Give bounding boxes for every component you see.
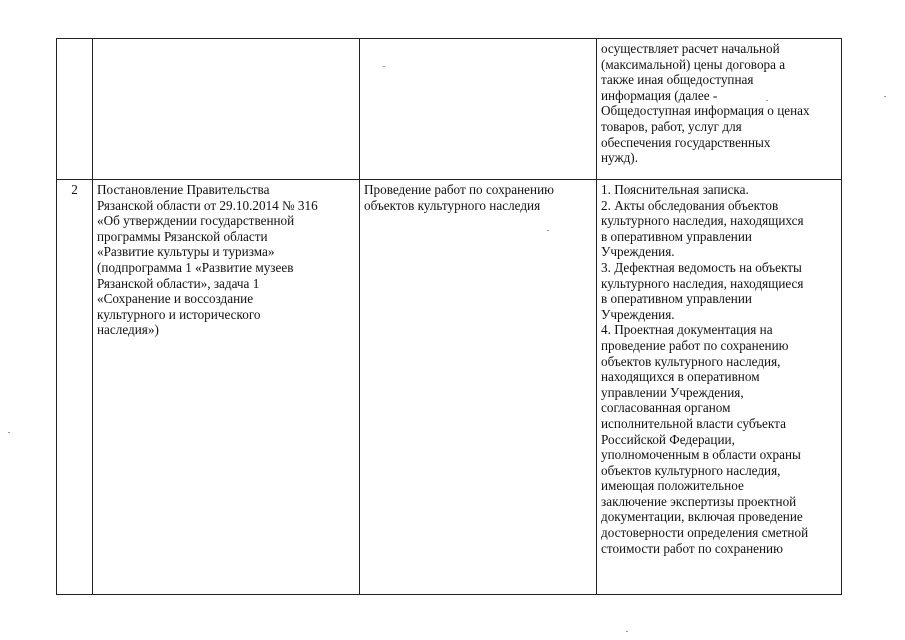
document-line: культурного и исторического — [97, 306, 261, 322]
documents-list-cell — [597, 39, 842, 180]
document-line: Рязанской области от 29.10.2014 № 316 — [97, 197, 318, 213]
document-table — [56, 38, 842, 595]
list-line: Учреждения. — [601, 306, 675, 322]
scan-speck — [8, 432, 10, 433]
documents-list-cell — [597, 180, 842, 595]
list-line: 3. Дефектная ведомость на объекты — [601, 259, 802, 275]
scan-speck — [383, 66, 385, 67]
list-line: находящихся в оперативном — [601, 369, 760, 385]
list-line: 4. Проектная документация на — [601, 322, 773, 338]
list-line: имеющая положительное — [601, 478, 744, 494]
work-line: Проведение работ по сохранению — [364, 182, 554, 197]
work-cell — [360, 39, 597, 180]
document-line: «Об утверждении государственной — [97, 213, 295, 229]
row-number: 2 — [71, 182, 78, 197]
scan-speck — [547, 230, 549, 231]
list-line: объектов культурного наследия, — [601, 353, 781, 369]
list-line: управлении Учреждения, — [601, 384, 744, 400]
work-cell — [360, 180, 597, 595]
document-line: «Развитие культуры и туризма» — [97, 244, 275, 260]
list-line: Учреждения. — [601, 244, 675, 260]
list-line: согласованная органом — [601, 400, 731, 416]
document-line: программы Рязанской области — [97, 228, 268, 244]
list-line: достоверности определения сметной — [601, 525, 809, 541]
list-line: Российской Федерации, — [601, 431, 735, 447]
list-line: (максимальной) цены договора а — [601, 56, 786, 72]
list-line: нужд). — [601, 150, 638, 166]
list-line: стоимости работ по сохранению — [601, 540, 783, 556]
list-line: осуществляет расчет начальной — [601, 41, 780, 56]
list-line: 1. Пояснительная записка. — [601, 182, 749, 197]
list-line: обеспечения государственных — [601, 134, 771, 150]
table-row — [57, 180, 842, 595]
list-line: заключение экспертизы проектной — [601, 493, 797, 509]
document-cell — [93, 180, 360, 595]
list-line: исполнительной власти субъекта — [601, 415, 786, 431]
scan-speck — [626, 631, 628, 632]
document-line: наследия») — [97, 322, 159, 338]
document-line: Постановление Правительства — [97, 182, 270, 197]
work-line: объектов культурного наследия — [364, 197, 541, 213]
list-line: товаров, работ, услуг для — [601, 118, 742, 134]
table-row — [57, 39, 842, 180]
document-cell — [93, 39, 360, 180]
document-line: (подпрограмма 1 «Развитие музеев — [97, 259, 294, 275]
list-line: культурного наследия, находящиеся — [601, 275, 804, 291]
list-line: 2. Акты обследования объектов — [601, 197, 779, 213]
list-line: документации, включая проведение — [601, 509, 803, 525]
document-line: Рязанской области», задача 1 — [97, 275, 260, 291]
list-line: объектов культурного наследия, — [601, 462, 781, 478]
list-line: также иная общедоступная — [601, 72, 754, 88]
list-line: информация (далее - — [601, 87, 718, 103]
document-line: «Сохранение и воссоздание — [97, 291, 254, 307]
list-line: в оперативном управлении — [601, 291, 752, 307]
row-number-cell — [57, 180, 93, 595]
row-number-cell — [57, 39, 93, 180]
list-line: Общедоступная информация о ценах — [601, 103, 810, 119]
scan-speck — [766, 100, 768, 101]
list-line: уполномоченным в области охраны — [601, 447, 801, 463]
list-line: проведение работ по сохранению — [601, 337, 789, 353]
list-line: в оперативном управлении — [601, 228, 752, 244]
list-line: культурного наследия, находящихся — [601, 213, 804, 229]
scan-speck — [884, 96, 886, 97]
